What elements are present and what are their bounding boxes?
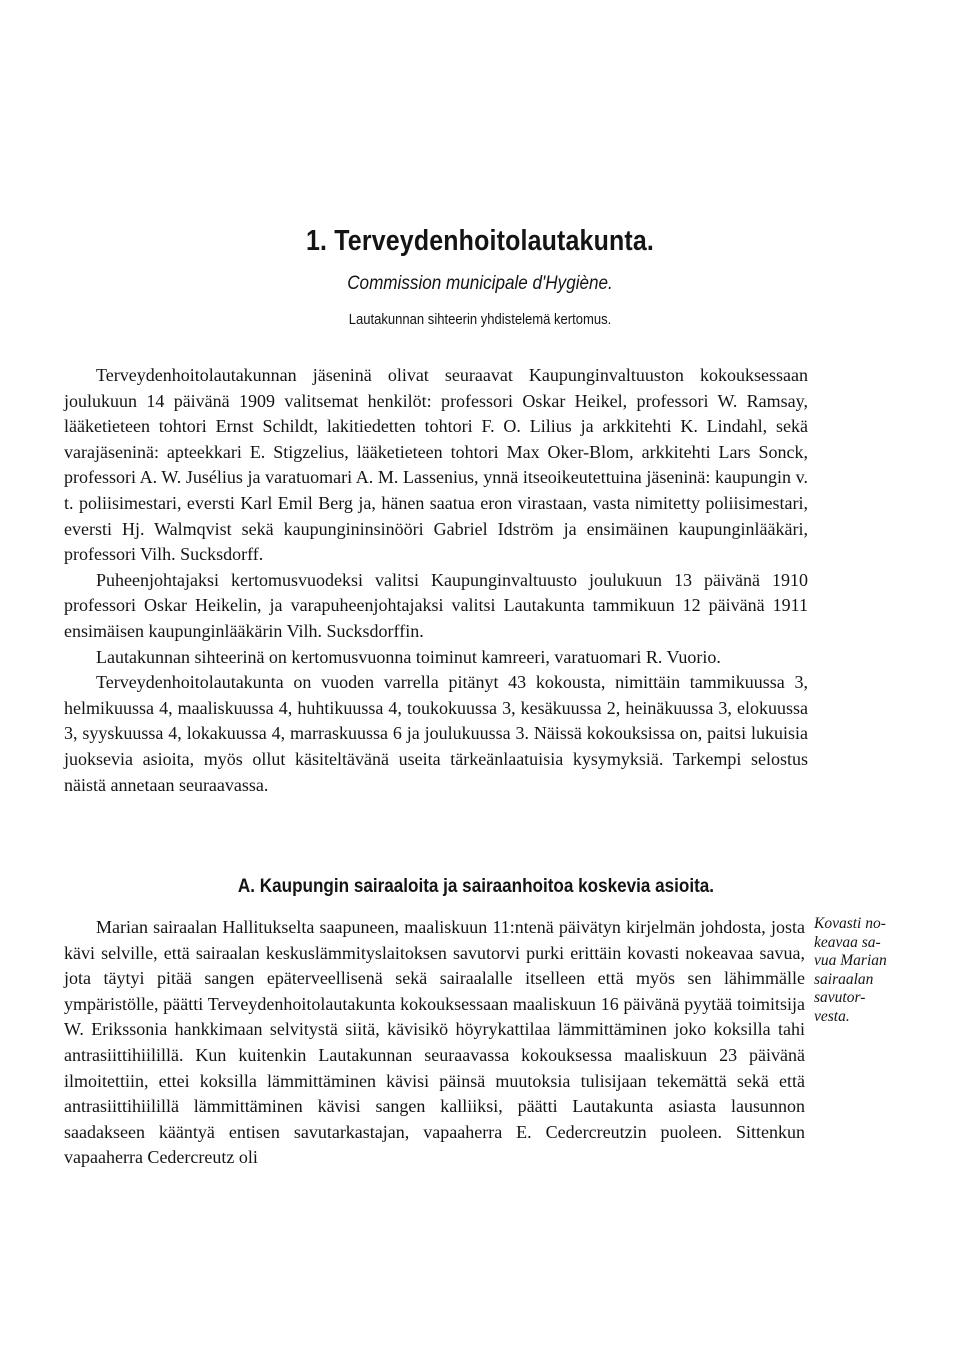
report-note: Lautakunnan sihteerin yhdistelemä kertomus. [348,312,612,328]
paragraph-members: Terveydenhoitolautakunnan jäseninä olivat seuraavat Kaupunginvaltuuston kokouksessaan joulukuun 14 päivänä 1909 valitsemat henkilöt: professori Oskar Heikel, professori W. Ramsay, lääketieteen tohtori Ernst Schildt, lakitiedetten tohtori F. O. Lilius ja arkkitehti K. Lindahl, sekä varajäseninä: apteekkari E. Stigzelius, lääketieteen tohtori Max Oker-Blom, arkkitehti Lars Sonck, professori A. W. Jusélius ja varatuomari A. M. Lassenius, ynnä itseoikeutettuina jäseninä: kaupungin v. t. poliisimestari, eversti Karl Emil Berg ja, hänen saatua eron virastaan, vasta nimitetty poliisimestari, eversti Hj. Walmqvist sekä kaupungininsinööri Gabriel Idström ja ensimäinen kaupunginlääkäri, professori Vilh. Sucksdorff. [64,365,808,565]
margin-note-line: vua Marian [814,952,887,969]
margin-note-line: sairaalan [814,970,874,988]
page-title: 1. Terveydenhoitolautakunta. [305,225,655,257]
intro-text [64,363,808,798]
margin-note-line: vesta. [814,1007,850,1025]
margin-note-line: savutor- [814,989,866,1006]
paragraph-chairman: Puheenjohtajaksi kertomusvuodeksi valitsi Kaupunginvaltuusto joulukuun 13 päivänä 1910 professori Oskar Heikelin, ja varapuheenjohtajaksi valitsi Lautakunta tammikuun 12 päivänä 1911 ensimäisen kaupunginlääkärin Vilh. Sucksdorffin. [64,569,808,641]
paragraph-marian-hospital: Marian sairaalan Hallitukselta saapuneen, maaliskuun 11:ntenä päivätyn kirjelmän johdosta, josta kävi selville, että sairaalan keskuslämmityslaitoksen savutorvi purki erittäin kovasti nokeavaa savua, jota täytyi pitää sangen epäterveellisenä sekä sairaalalle itselleen että myös sen lähimmälle ympäristölle, päätti Terveydenhoitolautakunta kokouksessaan maaliskuun 16 päivänä pyytää toimitsija W. Erikssonia hankkimaan selvitystä siitä, kävisikö höyrykattilaa lämmittäminen joko koksilla tahi antrasiittihiilillä. Kun kuitenkin Lautakunnan seuraavassa kokouksessa maaliskuun 23 päivänä ilmoitettiin, ettei koksilla lämmittäminen kävisi päinsä muutoksia tulisijaan tekemättä sekä että antrasiittihiilillä lämmittäminen kävisi sangen kalliiksi, päätti Lautakunta asiasta lausunnon saadakseen kääntyä entisen savutarkastajan, vapaaherra E. Cedercreutzin puoleen. Sittenkun vapaaherra Cedercreutz oli [64,917,805,1168]
section-a-text [64,915,805,1171]
margin-note [814,915,960,1026]
margin-note-line: Kovasti no- [814,915,886,932]
margin-note-line: keavaa sa- [814,933,881,951]
paragraph-meetings: Terveydenhoitolautakunta on vuoden varrella pitänyt 43 kokousta, nimittäin tammikuussa 3, helmikuussa 4, maaliskuussa 4, huhtikuussa 4, toukokuussa 3, kesäkuussa 2, heinäkuussa 3, elokuussa 3, syyskuussa 4, lokakuussa 4, marraskuussa 6 ja joulukuussa 3. Näissä kokouksissa on, paitsi lukuisia juoksevia asioita, myös ollut käsiteltävänä useita tärkeänlaatuisia kysymyksiä. Tarkempi selostus näistä annetaan seuraavassa. [64,672,808,795]
paragraph-secretary: Lautakunnan sihteerinä on kertomusvuonna toiminut kamreeri, varatuomari R. Vuorio. [96,646,721,667]
section-heading: A. Kaupungin sairaaloita ja sairaanhoitoa koskevia asioita. [237,876,715,897]
page-subtitle: Commission municipale d'Hygiène. [347,273,613,294]
